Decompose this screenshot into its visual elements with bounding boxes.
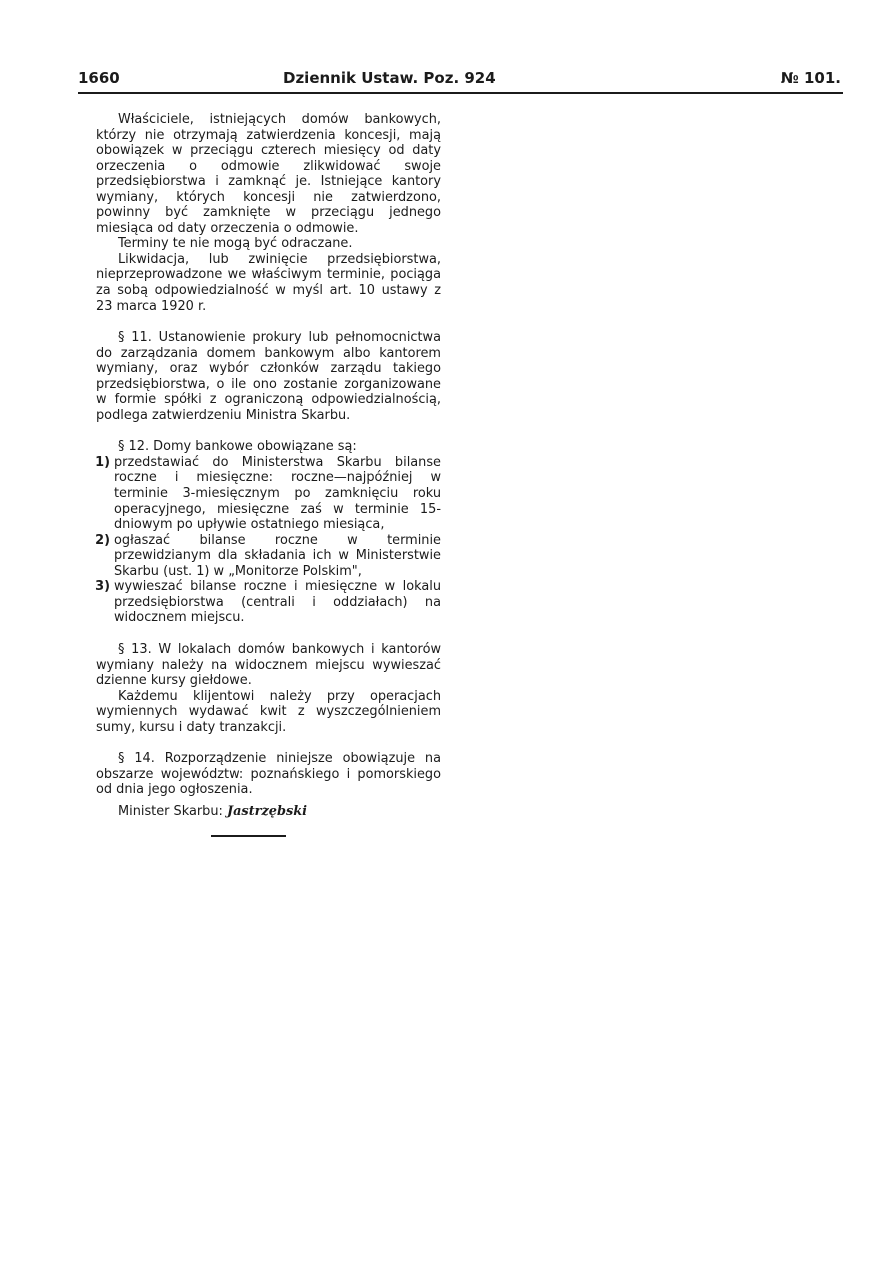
list-item-text: przedstawiać do Ministerstwa Skarbu bilanse roczne i miesięczne: roczne—najpóźniej w terminie 3-miesięcznym po zamknięciu roku operacyjnego, miesięczne zaś w terminie 15-dniowym po upływie ostatniego miesiąca, — [114, 454, 441, 533]
section-14: § 14. Rozporządzenie niniejsze obowiązuje na obszarze województw: poznańskiego i pomorskiego od dnia jego ogłoszenia. — [96, 751, 441, 798]
paragraph-liquidation: Likwidacja, lub zwinięcie przedsiębiorstwa, nieprzeprowadzone we właściwym terminie, pociąga za sobą odpowiedzialność w myśl art. 10 ustawy z 23 marca 1920 r. — [96, 251, 441, 314]
journal-title: Dziennik Ustaw. Poz. 924 — [283, 69, 496, 87]
list-item — [92, 533, 441, 580]
paragraph-owners: Właściciele, istniejących domów bankowych, którzy nie otrzymają zatwierdzenia koncesji, mają obowiązek w przeciągu czterech miesięcy od daty orzeczenia o odmowie zlikwidować swoje przedsiębiorstwa i zamknąć je. Istniejące kantory wymiany, których koncesji nie zatwierdzono, powinny być zamknięte w przeciągu jednego miesiąca od daty orzeczenia o odmowie. — [96, 112, 441, 236]
signature-name: Jastrzębski — [226, 803, 308, 819]
section-13: § 13. W lokalach domów bankowych i kantorów wymiany należy na widocznem miejscu wywieszać dzienne kursy giełdowe. — [96, 641, 441, 689]
list-item-number: 1) — [95, 454, 110, 470]
list-item-number: 2) — [95, 532, 110, 548]
end-rule — [211, 835, 286, 837]
page-header — [78, 69, 843, 91]
signature-label: Minister Skarbu: — [118, 803, 223, 819]
list-item-text: ogłaszać bilanse roczne w terminie przewidzianym dla składania ich w Ministerstwie Skarbu (ust. 1) w „Monitorze Polskim", — [114, 532, 441, 579]
paragraph-terms: Terminy te nie mogą być odraczane. — [118, 236, 353, 252]
document-body — [96, 112, 441, 819]
issue-number: № 101. — [780, 69, 841, 87]
list-item — [92, 579, 441, 626]
paragraph-receipt: Każdemu klijentowi należy przy operacjach wymiennych wydawać kwit z wyszczególnieniem sumy, kursu i daty tranzakcji. — [96, 688, 441, 735]
page-number: 1660 — [78, 69, 120, 87]
signature — [96, 804, 441, 820]
section-11: § 11. Ustanowienie prokury lub pełnomocnictwa do zarządzania domem bankowym albo kantorem wymiany, oraz wybór członków zarządu takiego przedsiębiorstwa, o ile ono zostanie zorganizowane w formie spółki z ograniczoną odpowiedzialnością, podlega zatwierdzeniu Ministra Skarbu. — [96, 330, 441, 423]
section-12: § 12. Domy bankowe obowiązane są: — [118, 439, 357, 455]
list-item-number: 3) — [95, 579, 110, 595]
list-item — [92, 455, 441, 533]
list-item-text: wywieszać bilanse roczne i miesięczne w lokalu przedsiębiorstwa (centrali i oddziałach) na widocznem miejscu. — [114, 579, 441, 626]
header-rule — [78, 92, 843, 94]
